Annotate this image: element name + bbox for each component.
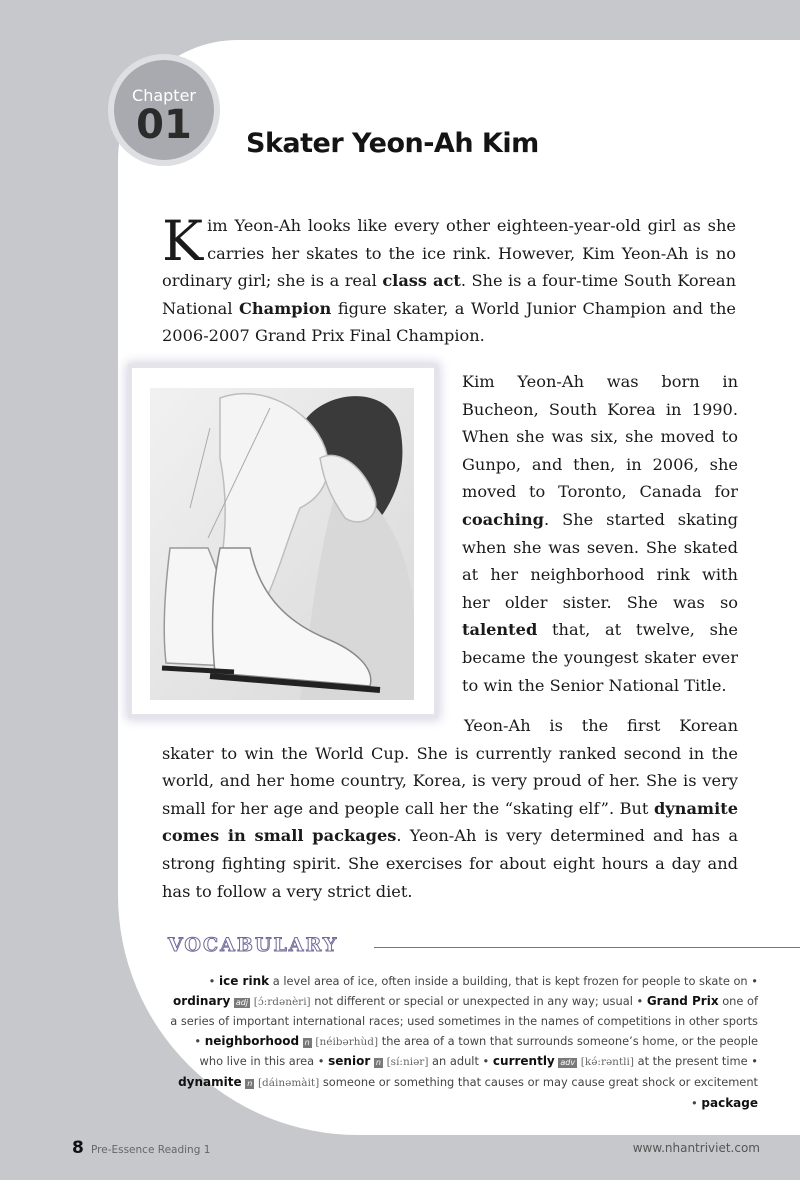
vocab-term: senior (328, 1054, 371, 1069)
paragraph-1-text-b: . She is a four-time South Korean National (162, 271, 736, 318)
chapter-number: 01 (136, 102, 192, 148)
paragraph-2-text-c: that, at twelve, she became the youngest skater ever to win the Senior National Title. (462, 620, 738, 695)
vocab-entry: dynamite n [dáinəmàit] someone or something that causes or may cause great shock or excitement • (178, 1074, 758, 1110)
photo-frame (132, 368, 434, 714)
chapter-badge (108, 54, 220, 166)
paragraph-2-text-a: Kim Yeon-Ah was born in Bucheon, South Korea in 1990. When she was six, she moved to Gunpo, and then, in 2006, she moved to Toronto, Canada for (462, 372, 738, 502)
vocab-term-class-act: class act (382, 271, 461, 291)
part-of-speech-tag: n (247, 1078, 253, 1088)
vocab-definition: the area of a town that surrounds someone’s home, or the people who live in this area (199, 1033, 758, 1069)
book-title: Pre-Essence Reading 1 (91, 1144, 211, 1156)
vocab-term-dynamite: dynamite comes in small packages (162, 798, 738, 846)
vocabulary-list (170, 972, 758, 1113)
chapter-word: Chapter (132, 86, 196, 105)
chapter-title: Skater Yeon-Ah Kim (246, 128, 539, 159)
vocab-definition: an adult (432, 1054, 479, 1069)
paragraph-2 (462, 368, 738, 699)
pronunciation: [dáinəmàit] (257, 1076, 320, 1089)
drop-cap: K (162, 209, 204, 273)
vocab-entry: senior n [sí:niər] an adult • (328, 1054, 490, 1069)
vocab-term-talented: talented (462, 620, 538, 640)
part-of-speech-tag: adj (235, 997, 249, 1007)
publisher-url: www.nhantriviet.com (632, 1141, 760, 1155)
pronunciation: [kə́:rəntli] (580, 1056, 634, 1069)
paragraph-3 (162, 712, 738, 905)
paragraph-3-text-a: Yeon-Ah is the first Korean skater to win the World Cup. She is currently ranked second in the world, and her home country, Korea, is very proud of her. She is very small for her age and people call her the “skating elf”. But (162, 716, 738, 818)
vocab-term: neighborhood (204, 1033, 300, 1048)
paragraph-1-text-a: im Yeon-Ah looks like every other eighteen-year-old girl as she carries her skates to the ice rink. However, Kim Yeon-Ah is no ordinary girl; she is a real (162, 216, 736, 291)
vocab-term: dynamite (178, 1074, 242, 1089)
vocabulary-heading: VOCABULARY (168, 934, 339, 956)
paragraph-1 (162, 209, 736, 350)
pronunciation: [sí:niər] (386, 1056, 429, 1069)
vocab-definition: a level area of ice, often inside a building, that is kept frozen for people to skate on (272, 974, 748, 988)
pronunciation: [néibərhùd] (315, 1035, 379, 1048)
vocab-entry: Grand Prix one of a series of important international races; used sometimes in the names of competitions in other sports • (170, 993, 758, 1048)
part-of-speech-tag: n (304, 1037, 310, 1047)
vocab-entry: • ice rink a level area of ice, often inside a building, that is kept frozen for people to skate on • (208, 974, 758, 988)
vocab-term-coaching: coaching (462, 509, 545, 529)
vocabulary-divider (374, 947, 800, 948)
vocab-term: currently (492, 1054, 555, 1069)
vocab-definition: not different or special or unexpected in any way; usual (314, 993, 633, 1008)
skater-photo (150, 388, 414, 700)
vocab-entry: currently adv [kə́:rəntli] at the present time • (492, 1054, 758, 1069)
paragraph-2-text-b: . She started skating when she was seven. She skated at her neighborhood rink with her older sister. She was so (462, 509, 738, 612)
part-of-speech-tag: adv (560, 1058, 576, 1068)
vocab-definition: someone or something that causes or may cause great shock or excitement (322, 1074, 758, 1089)
skater-illustration (150, 388, 414, 700)
vocab-term: ordinary (173, 993, 231, 1008)
vocab-definition: one of a series of important international races; used sometimes in the names of competitions in other sports (170, 993, 758, 1029)
vocab-term-champion: Champion (239, 298, 332, 318)
part-of-speech-tag: n (375, 1058, 381, 1068)
vocab-term: package (701, 1095, 758, 1110)
vocab-entry: ordinary adj [ɔ́:rdənèri] not different or special or unexpected in any way; usual • (173, 993, 644, 1008)
pronunciation: [ɔ́:rdənèri] (253, 995, 311, 1008)
vocab-entry: neighborhood n [néibərhùd] the area of a town that surrounds someone’s home, or the people who live in this area • (199, 1033, 758, 1069)
vocab-definition: at the present time (637, 1054, 748, 1069)
paragraph-1-text-c: figure skater, a World Junior Champion and the 2006-2007 Grand Prix Final Champion. (162, 298, 736, 346)
vocab-term: ice rink (219, 974, 270, 988)
vocab-entry (701, 1096, 758, 1110)
page-number: 8 (72, 1138, 84, 1158)
vocab-term: Grand Prix (646, 993, 719, 1008)
paragraph-3-text-b: . Yeon-Ah is very determined and has a strong fighting spirit. She exercises for about eight hours a day and has to follow a very strict diet. (162, 826, 738, 901)
